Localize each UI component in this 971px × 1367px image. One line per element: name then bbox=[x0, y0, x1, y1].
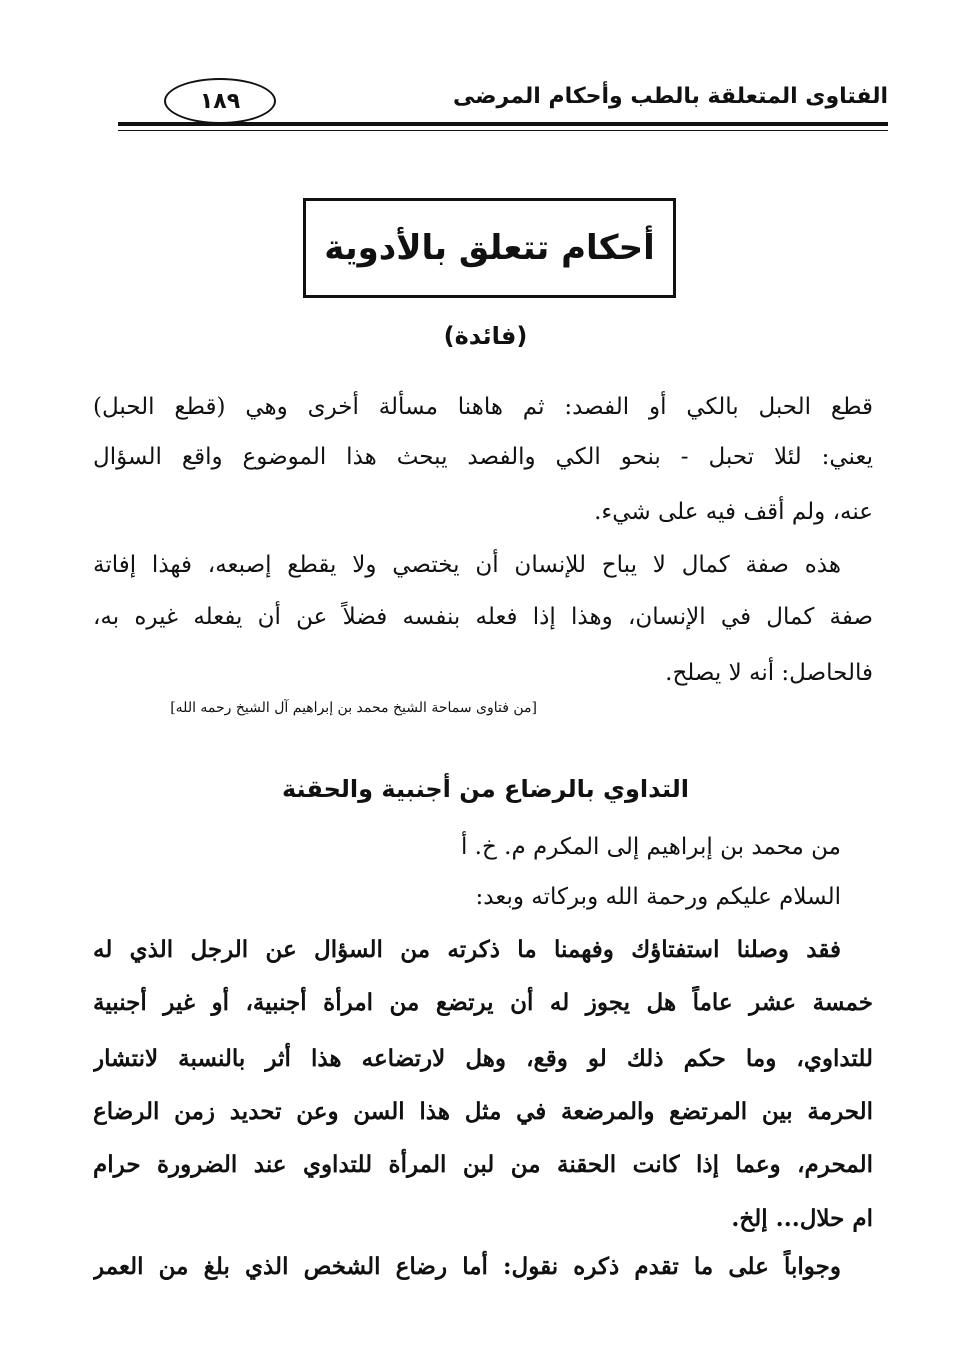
section-heading-breastfeeding: التداوي بالرضاع من أجنبية والحقنة bbox=[281, 775, 690, 803]
body-line: خمسة عشر عاماً هل يجوز له أن يرتضع من امرأة أجنبية، أو غير أجنبية bbox=[93, 989, 873, 1016]
body-line: المحرم، وعما إذا كانت الحقنة من لبن المرأة للتداوي عند الضرورة حرام bbox=[93, 1151, 873, 1178]
body-line: وجواباً على ما تقدم ذكره نقول: أما رضاع الشخص الذي بلغ من العمر bbox=[93, 1253, 841, 1280]
body-line: يعني: لئلا تحبل - بنحو الكي والفصد يبحث هذا الموضوع واقع السؤال bbox=[93, 444, 873, 470]
chapter-title-box bbox=[303, 198, 676, 298]
body-line: ام حلال... إلخ. bbox=[731, 1205, 873, 1232]
running-header-title: الفتاوى المتعلقة بالطب وأحكام المرضى bbox=[453, 84, 888, 109]
body-line: هذه صفة كمال لا يباح للإنسان أن يختصي ولا يقطع إصبعه، فهذا إفاتة bbox=[93, 552, 841, 578]
body-line: للتداوي، وما حكم ذلك لو وقع، وهل لارتضاعه هذا أثر بالنسبة لانتشار bbox=[93, 1045, 873, 1072]
body-line: فالحاصل: أنه لا يصلح. bbox=[665, 660, 873, 686]
body-line: قطع الحبل بالكي أو الفصد: ثم هاهنا مسألة أخرى وهي (قطع الحبل) bbox=[93, 394, 873, 420]
body-line: فقد وصلنا استفتاؤك وفهمنا ما ذكرته من السؤال عن الرجل الذي له bbox=[93, 936, 841, 963]
header-rule-thin bbox=[118, 130, 888, 131]
body-line: عنه، ولم أقف فيه على شيء. bbox=[594, 499, 873, 525]
body-line: الحرمة بين المرتضع والمرضعة في مثل هذا السن وعن تحديد زمن الرضاع bbox=[93, 1098, 873, 1125]
letter-line: من محمد بن إبراهيم إلى المكرم م. خ. أ bbox=[460, 834, 841, 860]
chapter-title: أحكام تتعلق بالأدوية bbox=[324, 228, 655, 268]
body-line: صفة كمال في الإنسان، وهذا إذا فعله بنفسه فضلاً عن أن يفعله غيره به، bbox=[93, 604, 873, 630]
page-number: ١٨٩ bbox=[164, 78, 276, 124]
letter-line: السلام عليكم ورحمة الله وبركاته وبعد: bbox=[475, 884, 841, 910]
section-heading-benefit: (فائدة) bbox=[443, 322, 528, 350]
citation: [من فتاوى سماحة الشيخ محمد بن إبراهيم آل الشيخ رحمه الله] bbox=[170, 700, 537, 716]
running-header bbox=[118, 72, 888, 122]
